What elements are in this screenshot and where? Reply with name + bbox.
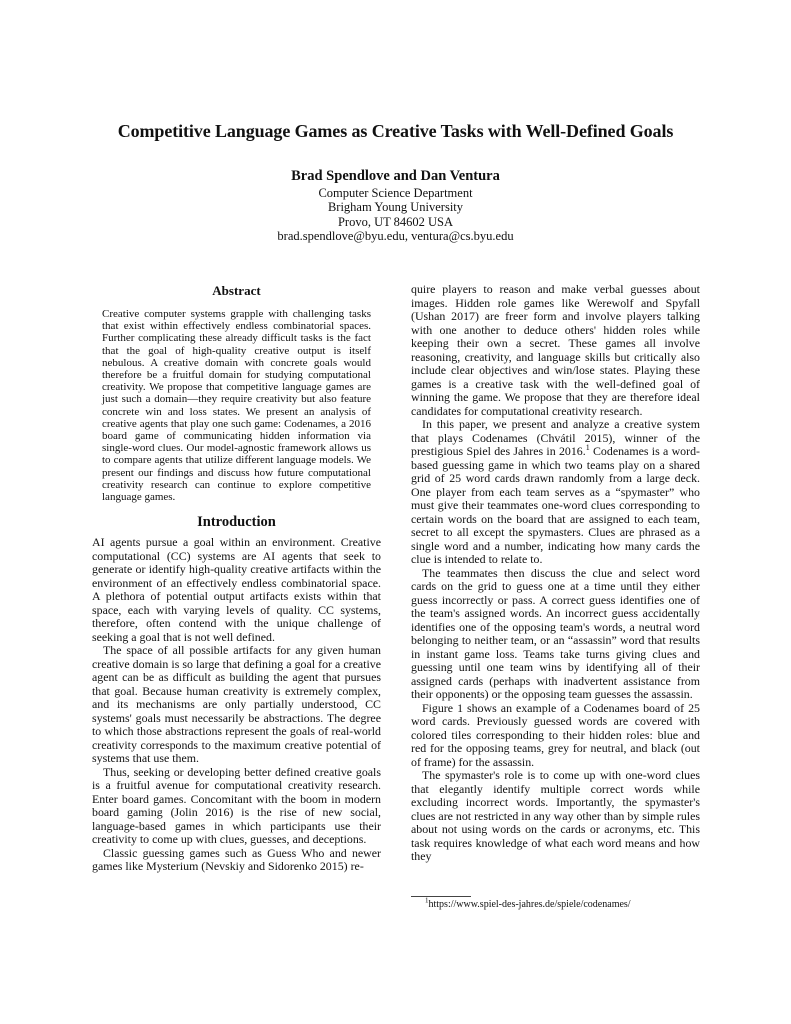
affiliation-address: Provo, UT 84602 USA (337, 214, 454, 229)
affiliation-university: Brigham Young University (327, 200, 464, 215)
paper-title: Competitive Language Games as Creative Tasks with Well-Defined Goals (117, 121, 674, 141)
introduction-heading: Introduction (197, 514, 276, 531)
right-column (411, 283, 700, 864)
affiliation-department: Computer Science Department (318, 186, 473, 200)
author-affiliation (0, 186, 791, 243)
left-column (92, 283, 381, 874)
abstract-heading: Abstract (212, 283, 261, 298)
footnote-rule (411, 896, 471, 897)
abstract-text: Creative computer systems grapple with challenging tasks that exist within effectively endless combinatorial spaces. Further complicating these already difficult tasks is the fact that the goal of high-quality creative output is itself nebulous. A creative domain with concrete goals would therefore be a fruitful domain for studying computational creativity. We propose that competitive language games are just such a domain—they require creativity but also feature concrete win and loss states. We present an analysis of creative agents that play one such game: Codenames, a 2016 board game of communicating hidden information via single-word clues. Our model-agnostic framework allows us to compare agents that utilize different language models. We present our findings and discuss how future computational creativity research can continue to explore competitive language games. (102, 308, 371, 504)
intro-paragraph: AI agents pursue a goal within an environment. Creative computational (CC) systems are AI agents that seek to generate or identify high-quality creative artifacts within the environment of an effectively endless combinatorial space. A plethora of potential output artifacts exists within that space, each with varying levels of quality. CC systems, therefore, often contend with the unique challenge of seeking a goal that is not well defined. (92, 535, 381, 644)
body-paragraph (411, 418, 700, 567)
footnote (425, 896, 631, 910)
body-paragraph: The spymaster's role is to come up with one-word clues that elegantly identify multiple correct words while excluding incorrect words. Importantly, the spymaster's clues are not restricted in any way other than by simple rules about not using words on the cards or acronyms, etc. This task requires knowledge of what each word means and how they (411, 768, 700, 863)
footnote-url: https://www.spiel-des-jahres.de/spiele/codenames/ (428, 899, 631, 910)
footnote-number: 1 (425, 896, 429, 905)
intro-paragraph: The space of all possible artifacts for any given human creative domain is so large that defining a goal for a creative agent can be as difficult as building the agent that pursues that goal. Because human creativity is extremely complex, and its mechanisms are only partially understood, CC systems' goals must necessarily be abstractions. The degree to which those abstractions represent the goals of real-world creativity corresponds to the maximum creative potential of systems that use them. (92, 643, 381, 766)
affiliation-emails: brad.spendlove@byu.edu, ventura@cs.byu.edu (277, 228, 514, 243)
intro-paragraph: Thus, seeking or developing better defined creative goals is a fruitful avenue for computational creativity research. Enter board games. Concomitant with the boom in modern board gaming (Jolin 2016) is the rise of new social, language-based games in which participants use their creativity to come up with clues, guesses, and deceptions. (92, 764, 381, 847)
footnote-marker: 1 (585, 443, 590, 453)
body-paragraph: Figure 1 shows an example of a Codenames board of 25 word cards. Previously guessed words are covered with colored tiles corresponding to their hidden roles: blue and red for the opposing teams, grey for neutral, and black (out of frame) for the assassin. (411, 700, 700, 769)
paragraph-text: In this paper, we present and analyze a creative system that plays Codenames (Chvátil 2015), winner of the prestigious Spiel des Jahres in 2016. (411, 417, 700, 458)
paragraph-text: Codenames is a word-based guessing game in which two teams play on a shared grid of 25 word cards drawn randomly from a large deck. One player from each team serves as a “spymaster” who must give their teammates one-word clues corresponding to certain words on the board that are assigned to each team, secret to all except the spymasters. Clues are phrased as a single word and a number, indicating how many cards the clue is intended to relate to. (411, 444, 700, 566)
body-paragraph: quire players to reason and make verbal guesses about images. Hidden role games like Werewolf and Spyfall (Ushan 2017) are freer form and involve players talking with one another to deduce others' hidden roles while keeping their own a secret. These games all involve reasoning, creativity, and language skills but critically also include clear objectives and win/lose states. Playing these games is a creative task with the well-defined goal of winning the game. We propose that they are therefore ideal candidates for computational creativity research. (411, 282, 700, 418)
intro-paragraph: Classic guessing games such as Guess Who and newer games like Mysterium (Nevskiy and Sidorenko 2015) re- (92, 845, 381, 874)
paper-authors: Brad Spendlove and Dan Ventura (291, 168, 500, 184)
body-paragraph: The teammates then discuss the clue and select word cards on the grid to guess one at a time until they either guess incorrectly or pass. A correct guess identifies one of the team's assigned words. An incorrect guess accidentally identifies one of the opposing team's words, a neutral word belonging to neither team, or an “assassin” word that results in instant game loss. Teams take turns giving clues and guessing until one team wins by identifying all of their assigned cards (perhaps with inadvertent assistance from their opponents) or the opposing team guesses the assassin. (411, 565, 700, 701)
